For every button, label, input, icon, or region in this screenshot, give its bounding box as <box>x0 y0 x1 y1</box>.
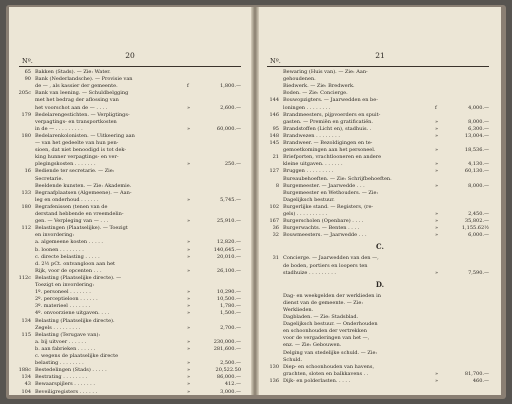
ledger-line <box>259 378 501 386</box>
entry-text: king hunner verpagtings- en ver- <box>35 154 119 161</box>
currency-mark: » <box>187 218 191 225</box>
left-page <box>9 7 251 395</box>
entry-text: enz. — Zie: Gebouwen. <box>283 342 342 349</box>
entry-text: Begraafplaatsen (Algemeene). — Aan- <box>35 189 132 196</box>
entry-text: Dag- en weekgelden der werklieden in <box>283 292 381 299</box>
entry-amount: 1,500.— <box>220 310 241 317</box>
entry-text: Bouwmeesters. — Jaarwedde . . . <box>283 232 367 239</box>
entry-text: Bruggen . . . . . . . . . <box>283 168 334 175</box>
entry-text: Bestrating . . . . . . . . <box>35 374 88 381</box>
entry-text: 3º. materieel . . . . . . . <box>35 303 91 310</box>
entry-text: Burgemeester en Wethouders. — Zie: <box>283 189 379 196</box>
entry-text: Bank van leening. — Schuldbelgging <box>35 90 129 97</box>
right-column-label: Nº. <box>270 57 281 65</box>
entry-text: plegingskosten . . . . . . . <box>35 161 96 168</box>
entry-text: Beeldende kunsten. — Zie: Akademie. <box>35 182 132 189</box>
entry-number: 205c <box>18 90 31 97</box>
entry-text: Bediende ter secretarie. — Zie: <box>35 168 115 175</box>
entry-text: Belasting (Plaatselijke directe). — <box>35 274 122 281</box>
entry-number: 180 <box>21 132 31 139</box>
entry-text: en schoonhouden der vertrekken <box>283 328 367 335</box>
entry-amount: 86,000.— <box>216 374 241 381</box>
section-heading-d: D. <box>375 279 385 289</box>
entry-amount: 6,300.— <box>468 125 489 132</box>
currency-mark: » <box>435 118 439 125</box>
entry-number: 112c <box>18 274 31 281</box>
currency-mark: » <box>187 388 191 395</box>
currency-mark: » <box>435 132 439 139</box>
book-gutter <box>251 7 259 395</box>
entry-text: Belastingen (Plaatselijke). — Toezigt <box>35 225 128 232</box>
entry-text: Dagelijksch bestuur. <box>283 196 335 203</box>
currency-mark: » <box>187 367 191 374</box>
currency-mark: » <box>435 218 439 225</box>
entry-text: Toezigt en invordering: <box>35 282 95 288</box>
entry-text: verpagtings- en transportkosten <box>35 118 117 125</box>
entry-number: 65 <box>24 69 31 75</box>
currency-mark: » <box>187 196 191 203</box>
entry-number: 144 <box>269 97 279 104</box>
entry-number: 36 <box>272 225 279 232</box>
entry-text: met het bedrag der aflossing van <box>35 97 119 104</box>
section-heading-c: C. <box>376 242 384 252</box>
entry-number: 31 <box>272 255 279 262</box>
entry-text: Zegels . . . . . . . . . <box>35 324 81 331</box>
entry-amount: 3,000.— <box>220 388 241 395</box>
entry-amount: 60,000.— <box>216 125 241 132</box>
entry-number: 127 <box>269 168 279 175</box>
entry-text: Brandmeesters, pijpvoerders en spuit- <box>283 111 381 118</box>
entry-number: 43 <box>24 381 31 388</box>
entry-number: 32 <box>272 232 279 239</box>
entry-text: a. algemeene kosten . . . . . <box>35 239 104 246</box>
right-header-rule <box>267 66 489 67</box>
entry-text: belasting . . . . . . . . <box>35 360 84 367</box>
entry-amount: 8,000.— <box>468 118 489 125</box>
currency-mark: » <box>187 239 191 246</box>
entry-amount: 6,000.— <box>468 232 489 239</box>
entry-text: Bank (Nederlandsche). — Provisie van <box>35 76 133 83</box>
entry-text: Bureaubehoeften. — Zie: Schrijfbehoeften. <box>283 175 392 182</box>
currency-mark: » <box>435 125 439 132</box>
entry-amount: 18,536.— <box>464 147 489 154</box>
entry-text: b. loonen . . . . . . . . <box>35 246 84 253</box>
entry-text: Bedelarengestichten. — Verpligtings- <box>35 111 130 118</box>
entry-text: Brandstoffen (Licht en), stadhuis. . <box>283 125 372 132</box>
entry-text: en invordering: <box>35 232 75 239</box>
right-page <box>259 7 501 395</box>
currency-mark: » <box>435 225 439 232</box>
entry-number: 136 <box>269 377 279 384</box>
currency-mark: » <box>187 296 191 303</box>
entry-text: Brandwezen . . . . . . . . <box>283 132 340 139</box>
entry-amount: 2,500.— <box>220 360 241 367</box>
entry-number: 102 <box>269 203 279 210</box>
entry-number: 130 <box>269 363 279 370</box>
entry-number: 8 <box>275 182 279 189</box>
entry-amount: 1,780.— <box>220 303 241 310</box>
entry-number: 180 <box>21 203 31 210</box>
entry-text: loningen . . . . . . . . <box>283 104 331 111</box>
currency-mark: » <box>435 232 439 239</box>
entry-text: a. bij uitvoer . . . . . . <box>35 338 87 345</box>
entry-amount: 10,500.— <box>216 296 241 303</box>
entry-text: de — , als kassier der gemeente. <box>35 83 118 90</box>
currency-mark: » <box>187 104 191 111</box>
entry-amount: 230,000.— <box>213 338 241 345</box>
entry-text: Burgemeester. — Jaarwedde . . . <box>283 182 365 189</box>
currency-mark: » <box>187 161 191 168</box>
entry-text: Boden. — Zie: Concierge. <box>283 90 348 97</box>
entry-amount: 140,645.— <box>213 246 241 253</box>
entry-text: Delging van stedelijke schuld. — Zie: <box>283 349 378 356</box>
entry-text: grachten, sloten en balkkavens . . <box>283 370 369 377</box>
entry-text: Dagbladen. — Zie: Stadsblad. <box>283 314 359 320</box>
entry-text: stadhuize . . . . . . . . . <box>283 269 336 276</box>
entry-text: Werklieden. <box>283 306 314 313</box>
entry-text: Dijk- en polderlasten. . . . . <box>283 377 351 384</box>
currency-mark: » <box>187 303 191 310</box>
entry-amount: 20,010.— <box>216 253 241 260</box>
entry-text: gasten. — Premiën en gratificatiën. <box>283 118 373 125</box>
entry-amount: 4,000.— <box>468 104 489 111</box>
entry-text: — van het gedeelte van hun pen- <box>35 140 119 146</box>
currency-mark: » <box>187 324 191 331</box>
entry-number: 115 <box>21 331 31 338</box>
entry-amount: 2,700.— <box>220 324 241 331</box>
entry-number: 146 <box>269 111 279 118</box>
entry-text: Concierge. — Jaarwedden van den —, <box>283 255 379 262</box>
currency-mark: » <box>435 161 439 168</box>
entry-text: Burgerlijke stand. — Registers, (re- <box>283 203 374 210</box>
entry-number: 134 <box>21 317 31 324</box>
entry-text: Bewaarspijlers . . . . . . . <box>35 381 95 388</box>
entry-number: 145 <box>269 140 279 146</box>
entry-number: 148 <box>269 132 279 139</box>
ledger-line <box>9 389 251 396</box>
entry-number: 133 <box>21 189 31 196</box>
currency-mark: » <box>187 246 191 253</box>
entry-amount: 2,450.— <box>468 211 489 217</box>
entry-text: 4º. onvoorziene uitgaven. . . . <box>35 310 110 317</box>
entry-text: Bouwopzigters. — Jaarwedden en be- <box>283 97 378 104</box>
currency-mark: » <box>435 370 439 377</box>
entry-text: in de — . . . . . . . . . <box>35 125 83 132</box>
entry-text: leg en onderhoud . . . . . . <box>35 196 99 203</box>
entry-amount: 26,100.— <box>216 267 241 274</box>
entry-text: Dagelijksch bestuur. — Onderhouden <box>283 321 378 328</box>
entry-text: Biedwerk. — Zie: Bredwerk. <box>283 83 355 90</box>
entry-text: 1º. personeel . . . . . . . <box>35 289 91 296</box>
entry-text: Briefporten, vrachtlooneren en andere <box>283 154 382 161</box>
entry-amount: 12,820.— <box>216 239 241 246</box>
entry-amount: 35,802.— <box>464 218 489 225</box>
entry-amount: 460.— <box>472 377 489 384</box>
entry-number: 112 <box>21 225 31 232</box>
book-spread <box>6 5 506 399</box>
entry-amount: 20,522.50 <box>215 367 241 374</box>
currency-mark: » <box>187 338 191 345</box>
entry-amount: 10,290.— <box>216 289 241 296</box>
currency-mark: » <box>187 374 191 381</box>
currency-mark: » <box>187 267 191 274</box>
currency-mark: » <box>435 211 439 217</box>
entry-text: Burgerwachts. — Benten . . . . <box>283 225 360 232</box>
entry-text: kleine uitgaven. . . . . . . <box>283 161 343 168</box>
entry-amount: 5,745.— <box>220 196 241 203</box>
currency-mark: » <box>187 360 191 367</box>
currency-mark: » <box>187 125 191 132</box>
currency-mark: » <box>435 182 439 189</box>
entry-text: Diep- en schoonhouden van havens, <box>283 363 375 370</box>
entry-text: voor de vergaderingen van het —, <box>283 335 370 342</box>
entry-text: gemoetkomingen aan het personeel. <box>283 147 376 154</box>
entry-number: 95 <box>272 125 279 132</box>
entry-text: Bakken (Stads). — Zie: Water. <box>35 69 111 75</box>
entry-number: 21 <box>272 154 279 161</box>
entry-amount: 8,000.— <box>468 182 489 189</box>
currency-mark: » <box>187 253 191 260</box>
entry-text: Begrafenissen (tenen van de <box>35 203 108 210</box>
right-page-number: 21 <box>375 51 385 60</box>
entry-amount: 1,800.— <box>220 83 241 90</box>
entry-text: het voorschot aan de — . . . . <box>35 104 108 111</box>
entry-text: derstand hebbende en vreemdelin- <box>35 211 124 217</box>
entry-amount: 281,600.— <box>213 345 241 352</box>
entry-number: 16 <box>24 168 31 175</box>
entry-number: 104 <box>21 388 31 395</box>
entry-text: Burgerscholen (Openbare) . . . . <box>283 218 364 225</box>
entry-number: 188c <box>18 367 31 374</box>
entry-text: c. wegens de plaatselijke directe <box>35 353 119 359</box>
entry-text: b. aan fabrieken . . . . . . <box>35 345 96 352</box>
entry-text: dienst van de gemeente. — Zie: <box>283 299 363 306</box>
entry-text: Bestedelingen (Stads) . . . . . <box>35 367 107 374</box>
entry-text: Bedelarenkolonisten. — Uitkeering aan <box>35 132 135 139</box>
entry-number: 134 <box>21 374 31 381</box>
currency-mark: » <box>435 269 439 276</box>
left-column-label: Nº. <box>22 57 33 65</box>
left-header-rule <box>19 66 241 67</box>
ledger-line <box>259 270 501 278</box>
currency-mark: » <box>187 381 191 388</box>
entry-text: Bewaring (Huis van). — Zie: Aan- <box>283 69 368 75</box>
currency-mark: » <box>187 310 191 317</box>
entry-amount: 2,600.— <box>220 104 241 111</box>
currency-mark: » <box>435 168 439 175</box>
entry-amount: 1,155.62½ <box>461 225 489 232</box>
currency-mark: » <box>435 147 439 154</box>
ledger-line <box>259 232 501 240</box>
entry-amount: 7,590.— <box>468 269 489 276</box>
entry-text: Brandweer. — Bezoldigingen en te- <box>283 140 373 146</box>
entry-amount: 4,130.— <box>468 161 489 168</box>
entry-number: 90 <box>24 76 31 83</box>
currency-mark: » <box>187 345 191 352</box>
entry-amount: 25,910.— <box>216 218 241 225</box>
left-page-number: 20 <box>125 51 135 60</box>
currency-mark: f <box>435 104 437 111</box>
entry-amount: 13,004.— <box>464 132 489 139</box>
entry-text: Belasting (Terugave van): <box>35 331 101 338</box>
entry-text: sioen, dat niet benoodigd is tot dek- <box>35 147 127 154</box>
entry-number: 167 <box>269 218 279 225</box>
entry-text: Schuld. <box>283 356 303 363</box>
entry-text: Secretarie. <box>35 175 64 182</box>
entry-amount: 250.— <box>224 161 241 168</box>
entry-text: d. 2½ pCt. ontvangloon aan het <box>35 260 116 267</box>
entry-amount: 81,700.— <box>464 370 489 377</box>
entry-text: gehoudenen. <box>283 76 316 83</box>
entry-text: 2º. perceptieloon . . . . . . <box>35 296 98 303</box>
entry-text: de boden, portiers en loopers ten <box>283 262 368 269</box>
entry-amount: 412.— <box>224 381 241 388</box>
entry-text: Belasting (Plaatselijke directe). <box>35 317 115 324</box>
entry-text: Beveiligregisters . . . . . . <box>35 388 98 395</box>
entry-text: gen. — Verpleging van — . . . <box>35 218 109 225</box>
entry-number: 179 <box>21 111 31 118</box>
entry-text: Rijk, voor de opcenten . . . <box>35 267 102 274</box>
currency-mark: f <box>187 83 189 90</box>
entry-amount: 60,130.— <box>464 168 489 175</box>
entry-text: c. directe belasting . . . . . <box>35 253 100 260</box>
currency-mark: » <box>435 377 439 384</box>
entry-text: gels) . . . . . . . . . . <box>283 211 328 217</box>
currency-mark: » <box>187 289 191 296</box>
